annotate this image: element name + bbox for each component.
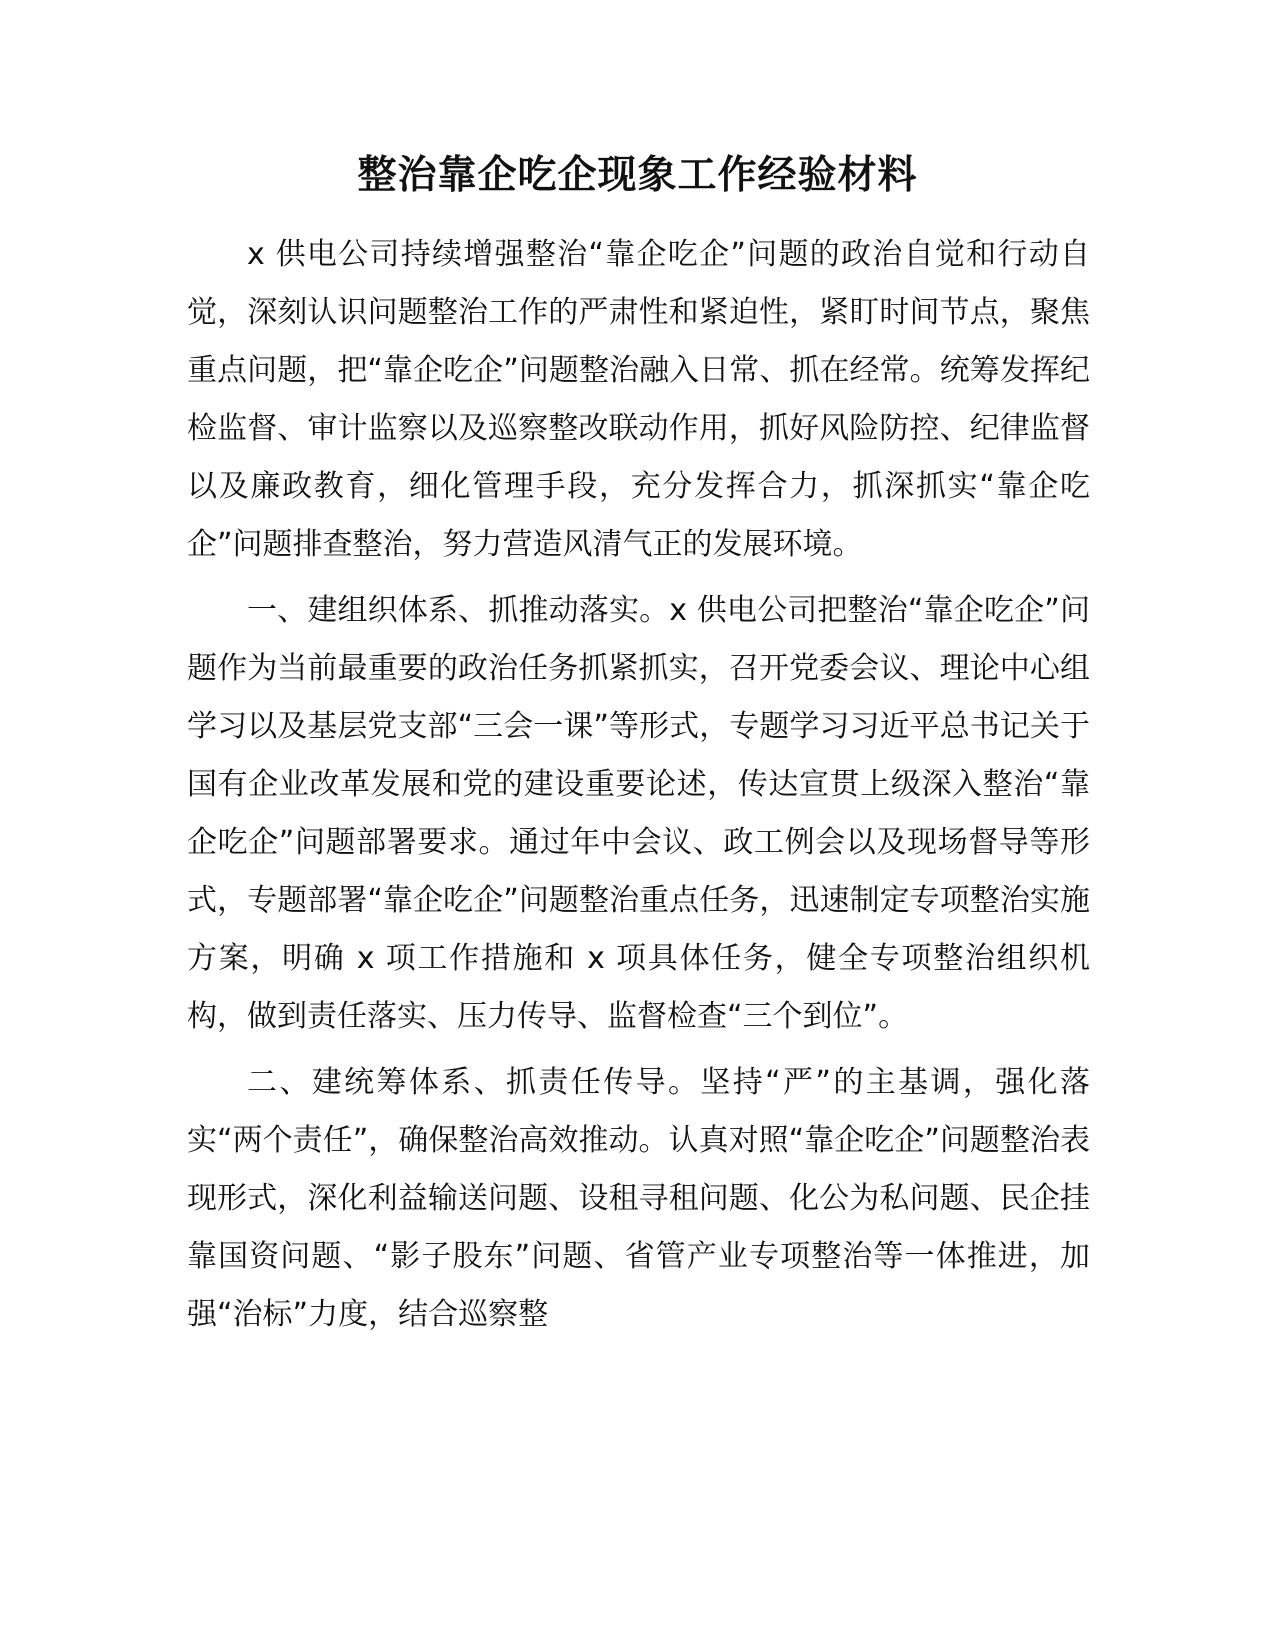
document-title: 整治靠企吃企现象工作经验材料: [357, 153, 918, 198]
section-two-paragraph: 二、建统筹体系、抓责任传导。坚持“严”的主基调，强化落实“两个责任”，确保整治高效推动。认真对照“靠企吃企”问题整治表现形式，深化利益输送问题、设租寻租问题、化公为私问题、民企挂靠国资问题、“影子股东”问题、省管产业专项整治等一体推进，加强“治标”力度，结合巡察整: [187, 1065, 1090, 1332]
intro-paragraph: x 供电公司持续增强整治“靠企吃企”问题的政治自觉和行动自觉，深刻认识问题整治工作的严肃性和紧迫性，紧盯时间节点，聚焦重点问题，把“靠企吃企”问题整治融入日常、抓在经常。统筹发挥纪检监督、审计监察以及巡察整改联动作用，抓好风险防控、纪律监督以及廉政教育，细化管理手段，充分发挥合力，抓深抓实“靠企吃企”问题排查整治，努力营造风清气正的发展环境。: [187, 237, 1090, 562]
document-body: [187, 226, 1090, 1352]
section-one-paragraph: 一、建组织体系、抓推动落实。x 供电公司把整治“靠企吃企”问题作为当前最重要的政治任务抓紧抓实，召开党委会议、理论中心组学习以及基层党支部“三会一课”等形式，专题学习习近平总书记关于国有企业改革发展和党的建设重要论述，传达宣贯上级深入整治“靠企吃企”问题部署要求。通过年中会议、政工例会以及现场督导等形式，专题部署“靠企吃企”问题整治重点任务，迅速制定专项整治实施方案，明确 x 项工作措施和 x 项具体任务，健全专项整治组织机构，做到责任落实、压力传导、监督检查“三个到位”。: [187, 593, 1090, 1034]
